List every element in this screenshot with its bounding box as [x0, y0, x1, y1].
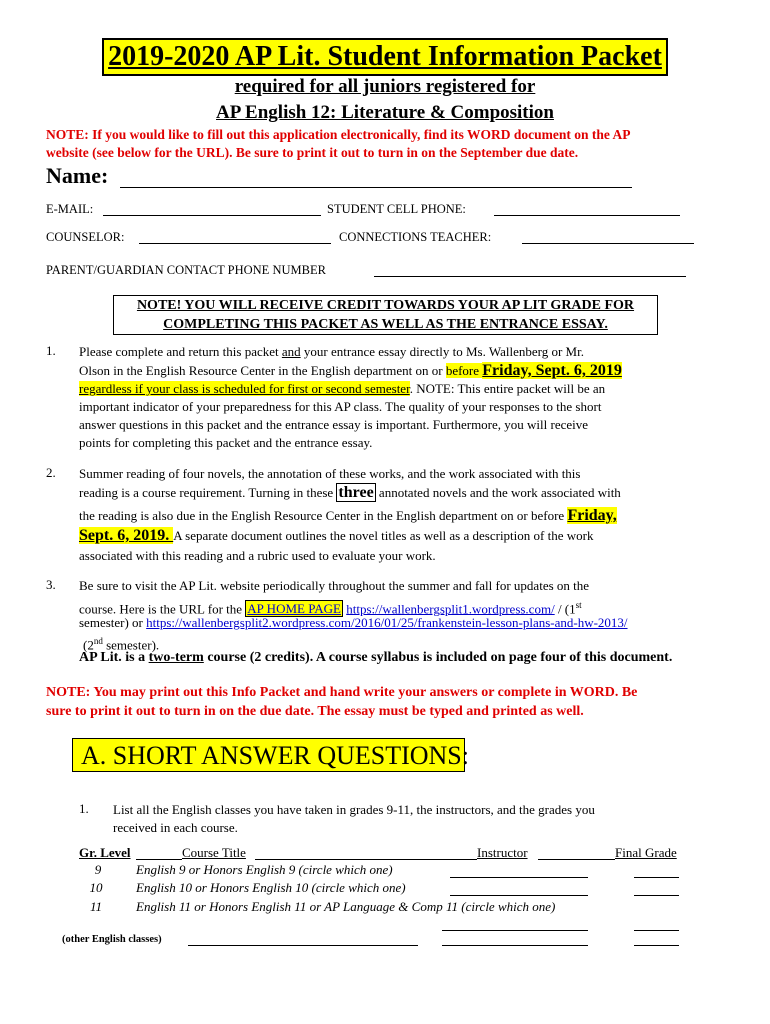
col-header-final-grade: Final Grade: [615, 845, 677, 860]
item-3-line-3: semester) or https://wallenbergsplit2.wordpress.com/2016/01/25/frankenstein-lesson-plans-and-hw-2013/: [79, 615, 628, 630]
due-date-highlight-2a: Friday,: [567, 507, 617, 524]
col-header-instructor: Instructor: [477, 845, 528, 860]
email-field[interactable]: [103, 214, 321, 216]
final-grade-field-11[interactable]: [634, 929, 679, 931]
electronic-note-line-2: website (see below for the URL). Be sure to print it out to turn in on the September due date.: [46, 145, 579, 160]
item-3-line-4: (2nd semester).: [83, 636, 160, 653]
table-row-grade: 9: [94, 862, 102, 877]
parent-phone-field[interactable]: [374, 275, 686, 277]
subtitle-line-2: AP English 12: Literature & Composition: [216, 102, 554, 123]
credit-notice-line-1: NOTE! YOU WILL RECEIVE CREDIT TOWARDS YOUR AP LIT GRADE FOR: [136, 298, 635, 313]
final-grade-field-10[interactable]: [634, 894, 679, 896]
other-classes-course-field[interactable]: [188, 944, 418, 946]
other-classes-label: (other English classes): [62, 934, 162, 945]
header-underline-filler-1: [136, 858, 182, 860]
credit-notice-box: [113, 295, 658, 335]
table-row-grade: 10: [89, 880, 103, 895]
course-credits-statement: AP Lit. is a two-term course (2 credits). A course syllabus is included on page four of this document.: [79, 650, 673, 665]
item-1-number: 1.: [46, 343, 56, 358]
col-header-grade: Gr. Level: [79, 845, 131, 860]
counselor-field[interactable]: [139, 242, 331, 244]
section-a-heading: A. SHORT ANSWER QUESTIONS:: [72, 738, 465, 772]
item-2-line-3: the reading is also due in the English Resource Center in the English department on or before Friday,: [79, 507, 617, 524]
subtitle-line-1: required for all juniors registered for: [234, 76, 536, 97]
connections-teacher-label: CONNECTIONS TEACHER:: [339, 230, 492, 244]
parent-phone-label: PARENT/GUARDIAN CONTACT PHONE NUMBER: [46, 263, 326, 277]
item-3-line-1: Be sure to visit the AP Lit. website periodically throughout the summer and fall for updates on the: [79, 578, 590, 593]
item-2-line-1: Summer reading of four novels, the annotation of these works, and the work associated with this: [79, 466, 581, 481]
semester-2-url-link[interactable]: https://wallenbergsplit2.wordpress.com/2016/01/25/frankenstein-lesson-plans-and-hw-2013/: [146, 615, 628, 630]
item-1-line-1: Please complete and return this packet and your entrance essay directly to Ms. Wallenberg or Mr.: [79, 344, 584, 359]
electronic-note-line-1: NOTE: If you would like to fill out this application electronically, find its WORD document on the AP: [46, 127, 631, 142]
packet-title-wrap: [0, 38, 770, 76]
item-2-line-2: reading is a course requirement. Turning in these three annotated novels and the work associated with: [79, 484, 621, 501]
instructor-field-9[interactable]: [450, 876, 588, 878]
header-underline-filler-2: [255, 858, 477, 860]
other-classes-instructor-field[interactable]: [442, 944, 588, 946]
table-row-course: English 9 or Honors English 9 (circle which one): [136, 862, 393, 877]
semester-1-url-link[interactable]: https://wallenbergsplit1.wordpress.com/: [346, 601, 555, 617]
email-label: E-MAIL:: [46, 202, 94, 216]
name-row: Name:: [46, 163, 109, 188]
name-field[interactable]: [120, 186, 632, 188]
other-classes-grade-field[interactable]: [634, 944, 679, 946]
item-3-line-2: course. Here is the URL for the AP HOME PAGE https://wallenbergsplit1.wordpress.com/ / (1st: [79, 600, 582, 617]
print-note-line-2: sure to print it out to turn in on the due date. The essay must be typed and printed as well.: [46, 704, 584, 719]
item-1-line-2: Olson in the English Resource Center in the English department on or before Friday, Sept. 6, 2019: [79, 362, 622, 379]
item-2-line-5: associated with this reading and a rubric used to evaluate your work.: [79, 548, 436, 563]
cell-phone-field[interactable]: [494, 214, 680, 216]
item-2-number: 2.: [46, 465, 56, 480]
table-row-course: English 11 or Honors English 11 or AP Language & Comp 11 (circle which one): [136, 899, 556, 914]
connections-teacher-field[interactable]: [522, 242, 694, 244]
table-row-grade: 11: [89, 899, 103, 914]
question-1-line-1: List all the English classes you have taken in grades 9-11, the instructors, and the grades you: [113, 802, 595, 817]
due-date-highlight-2b: Sept. 6, 2019.: [79, 527, 174, 544]
print-note-line-1: NOTE: You may print out this Info Packet and hand write your answers or complete in WORD. Be: [46, 685, 638, 700]
item-1-line-5: answer questions in this packet and the entrance essay is important. Furthermore, you will receive: [79, 417, 589, 432]
instructor-field-10[interactable]: [450, 894, 588, 896]
item-3-number: 3.: [46, 577, 56, 592]
item-1-line-4: important indicator of your preparedness for this AP class. The quality of your responses to the short: [79, 399, 602, 414]
ap-home-page-link[interactable]: AP HOME PAGE: [247, 601, 341, 617]
table-row-course: English 10 or Honors English 10 (circle which one): [136, 880, 406, 895]
counselor-label: COUNSELOR:: [46, 230, 125, 244]
question-1-line-2: received in each course.: [113, 820, 238, 835]
item-2-line-4: Sept. 6, 2019. A separate document outlines the novel titles as well as a description of the work: [79, 527, 594, 544]
credit-notice-line-2: COMPLETING THIS PACKET AS WELL AS THE ENTRANCE ESSAY.: [163, 317, 608, 332]
col-header-course: Course Title: [182, 845, 246, 860]
item-1-line-6: points for completing this packet and the entrance essay.: [79, 435, 373, 450]
final-grade-field-9[interactable]: [634, 876, 679, 878]
name-label: Name: [46, 163, 101, 188]
item-1-line-3: regardless if your class is scheduled for first or second semester. NOTE: This entire packet will be an: [79, 381, 606, 396]
question-1-number: 1.: [79, 801, 89, 816]
three-boxed: three: [338, 484, 374, 501]
header-underline-filler-3: [538, 858, 615, 860]
cell-phone-label: STUDENT CELL PHONE:: [327, 202, 466, 216]
packet-title: 2019-2020 AP Lit. Student Information Packet: [102, 38, 668, 76]
instructor-field-11[interactable]: [442, 929, 588, 931]
due-date-highlight-1: Friday, Sept. 6, 2019: [482, 362, 622, 379]
